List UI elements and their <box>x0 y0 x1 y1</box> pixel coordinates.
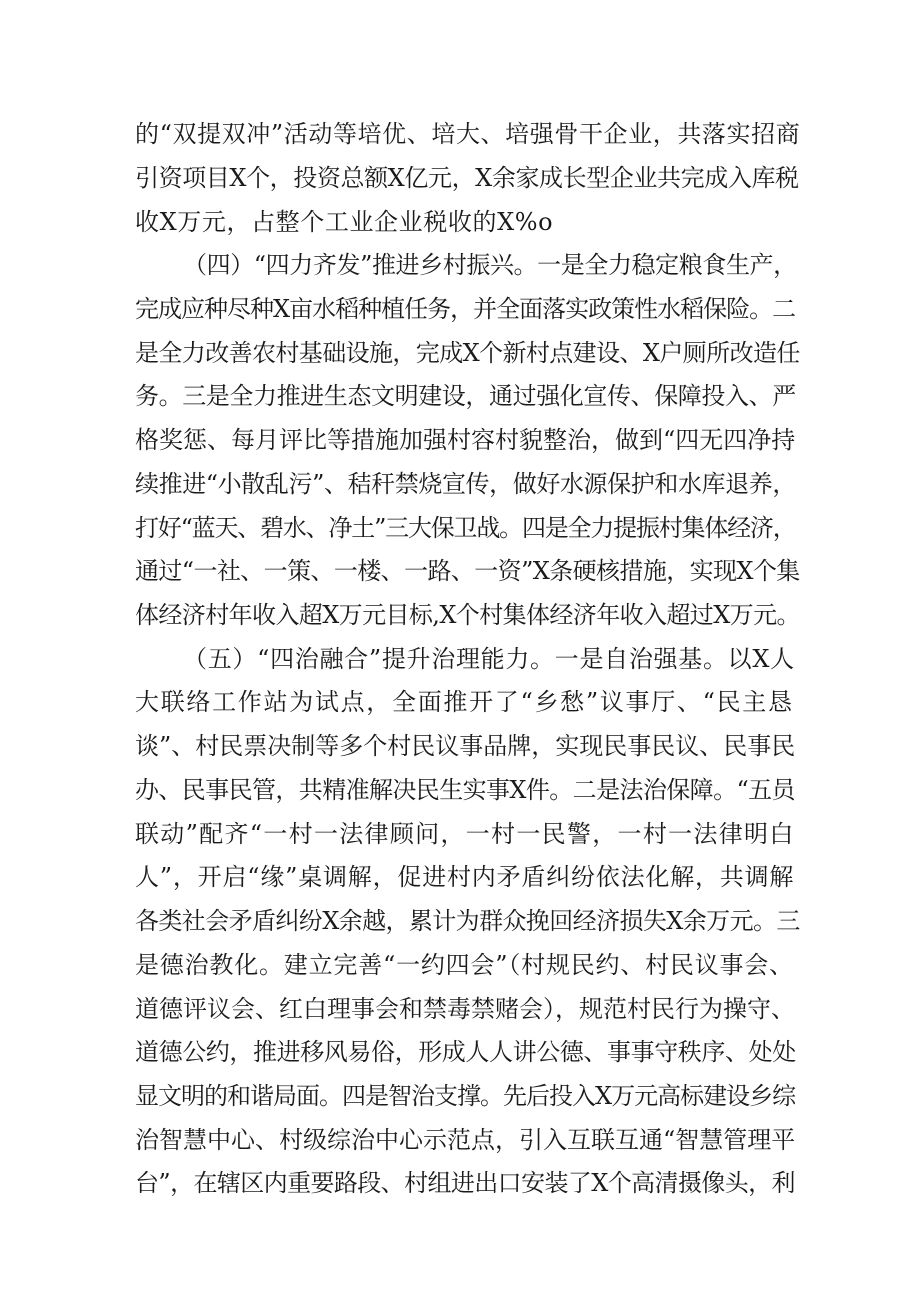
text-line: 通过“一社、一策、一楼、一路、一资”X条硬核措施，实现X个集 <box>135 557 800 585</box>
text-line: 办、民事民管，共精准解决民生实事X件。二是法治保障。“五员 <box>135 776 795 804</box>
text-line: 引资项目X个，投资总额X亿元，X余家成长型企业共完成入库税 <box>135 164 799 192</box>
paragraph-5-heading-line: （五）“四治融合”提升治理能力。一是自治强基。以X人 <box>183 645 795 673</box>
paragraph-4-heading-line: （四）“四力齐发”推进乡村振兴。一是全力稳定粮食生产， <box>183 251 797 279</box>
text-line: 治智慧中心、村级综治中心示范点，引入互联互通“智慧管理平 <box>135 1126 796 1154</box>
text-line: 谈”、村民票决制等多个村民议事品牌，实现民事民议、民事民 <box>135 732 796 760</box>
text-line: 体经济村年收入超X万元目标,X个村集体经济年收入超过X万元。 <box>135 601 800 629</box>
text-line: 收X万元，占整个工业企业税收的X%o <box>135 208 554 236</box>
text-line: 台”，在辖区内重要路段、村组进出口安装了X个高清摄像头，利 <box>135 1169 795 1197</box>
text-line: 各类社会矛盾纠纷X余越，累计为群众挽回经济损失X余万元。三 <box>135 907 800 935</box>
text-line: 的“双提双冲”活动等培优、培大、培强骨干企业，共落实招商 <box>135 120 801 148</box>
text-line: 务。三是全力推进生态文明建设，通过强化宣传、保障投入、严 <box>135 382 796 410</box>
text-line: 完成应种尽种X亩水稻种植任务，并全面落实政策性水稻保险。二 <box>135 295 796 323</box>
text-line: 是全力改善农村基础设施，完成X个新村点建设、X户厕所改造任 <box>135 339 800 367</box>
text-line: 格奖惩、每月评比等措施加强村容村貌整治，做到“四无四净持 <box>135 426 796 454</box>
text-line: 是德治教化。建立完善“一约四会”（村规民约、村民议事会、 <box>135 951 794 979</box>
text-line: 道德公约，推进移风易俗，形成人人讲公德、事事守秩序、处处 <box>135 1038 796 1066</box>
text-line: 显文明的和谐局面。四是智治支撑。先后投入X万元高标建设乡综 <box>135 1082 796 1110</box>
text-line: 大联络工作站为试点，全面推开了“乡愁”议事厅、“民主恳 <box>135 688 794 716</box>
text-line: 联动”配齐“一村一法律顾问，一村一民警，一村一法律明白 <box>135 820 795 848</box>
text-line: 人”，开启“缘”桌调解，促进村内矛盾纠纷依法化解，共调解 <box>135 863 795 891</box>
text-line: 打好“蓝天、碧水、净土”三大保卫战。四是全力提振村集体经济， <box>135 514 796 542</box>
text-line: 道德评议会、红白理事会和禁毒禁赌会），规范村民行为操守、 <box>135 995 795 1023</box>
text-line: 续推进“小散乱污”、秸秆禁烧宣传，做好水源保护和水库退养， <box>135 470 796 498</box>
